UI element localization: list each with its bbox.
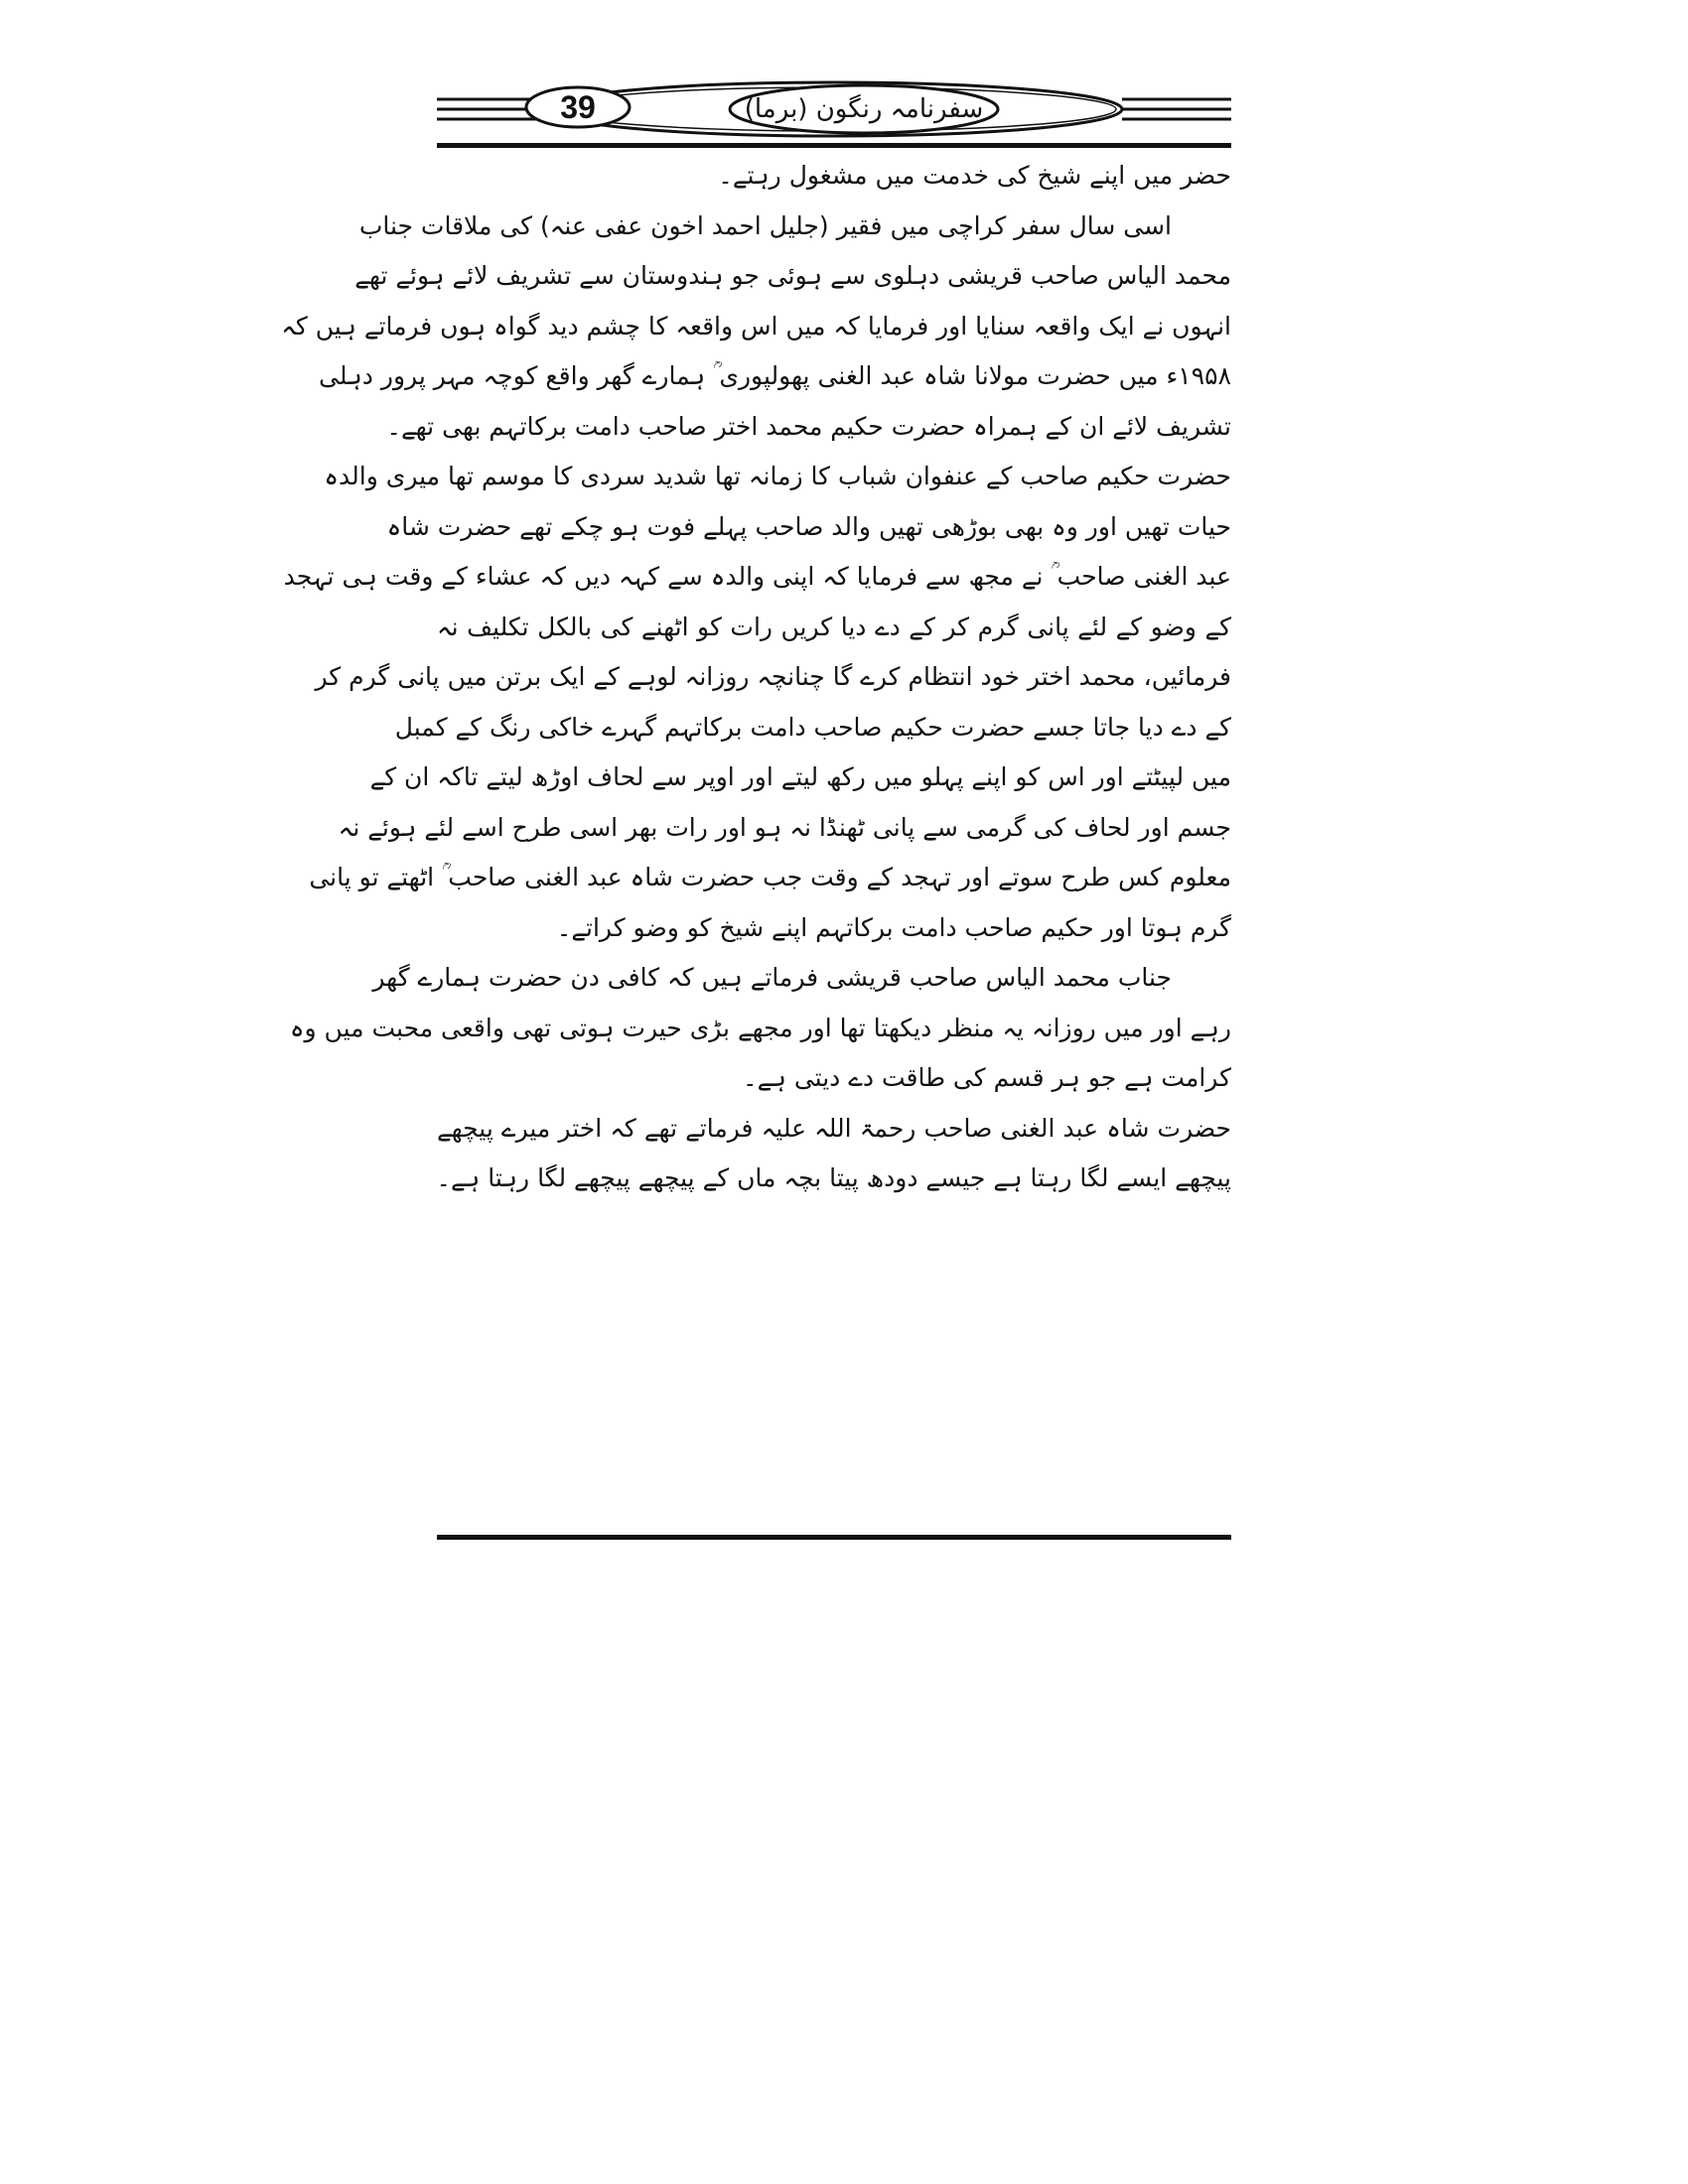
text-line: عبد الغنی صاحب ؒ نے مجھ سے فرمایا کہ اپنی والدہ سے کہہ دیں کہ عشاء کے وقت ہی تہجد [283,562,1231,591]
running-title: سفرنامہ رنگون (برما) [744,94,984,124]
text-line: حیات تھیں اور وہ بھی بوڑھی تھیں والد صاحب پہلے فوت ہو چکے تھے حضرت شاہ [386,511,1231,541]
text-line: ۱۹۵۸ء میں حضرت مولانا شاہ عبد الغنی پھولپوری ؒ ہمارے گھر واقع کوچہ مہر پرور دہلی [319,361,1231,390]
text-line: معلوم کس طرح سوتے اور تہجد کے وقت جب حضرت شاہ عبد الغنی صاحب ؒ اٹھتے تو پانی [309,863,1231,891]
text-line: گرم ہوتا اور حکیم صاحب دامت برکاتہم اپنے شیخ کو وضو کراتے۔ [556,912,1231,942]
text-line: میں لپیٹتے اور اس کو اپنے پہلو میں رکھ لیتے اور اوپر سے لحاف اوڑھ لیتے تاکہ ان کے [369,762,1231,791]
text-line: حضر میں اپنے شیخ کی خدمت میں مشغول رہتے۔ [718,161,1231,190]
page-number: 39 [560,89,596,125]
text-line: رہے اور میں روزانہ یہ منظر دیکھتا تھا اور مجھے بڑی حیرت ہوتی تھی واقعی محبت میں وہ [289,1013,1231,1042]
page-header [437,79,1231,149]
text-line: حضرت حکیم صاحب کے عنفوان شباب کا زمانہ تھا شدید سردی کا موسم تھا میری والدہ [324,462,1231,490]
body-text [281,151,1231,1204]
text-line: کرامت ہے جو ہر قسم کی طاقت دے دیتی ہے۔ [742,1063,1231,1092]
text-line: تشریف لائے ان کے ہمراہ حضرت حکیم محمد اختر صاحب دامت برکاتہم بھی تھے۔ [386,411,1231,441]
text-line: کے وضو کے لئے پانی گرم کر کے دے دیا کریں رات کو اٹھنے کی بالکل تکلیف نہ [437,612,1231,641]
text-line: محمد الیاس صاحب قریشی دہلوی سے ہوئی جو ہندوستان سے تشریف لائے ہوئے تھے [354,261,1231,290]
text-line: جناب محمد الیاس صاحب قریشی فرماتے ہیں کہ کافی دن حضرت ہمارے گھر [372,963,1172,992]
text-line: پیچھے ایسے لگا رہتا ہے جیسے دودھ پیتا بچہ ماں کے پیچھے پیچھے لگا رہتا ہے۔ [436,1163,1231,1192]
text-line: حضرت شاہ عبد الغنی صاحب رحمۃ اللہ علیہ فرماتے تھے کہ اختر میرے پیچھے [437,1113,1231,1143]
text-line: کے دے دیا جاتا جسے حضرت حکیم صاحب دامت برکاتہم گہرے خاکی رنگ کے کمبل [394,712,1231,742]
footer-rule [437,1535,1231,1540]
text-line: انہوں نے ایک واقعہ سنایا اور فرمایا کہ میں اس واقعہ کا چشم دید گواہ ہوں فرماتے ہیں کہ [281,311,1231,341]
header-rule [437,143,1231,148]
text-line: اسی سال سفر کراچی میں فقیر (جلیل احمد اخون عفی عنہ) کی ملاقات جناب [358,210,1172,240]
text-line: فرمائیں، محمد اختر خود انتظام کرے گا چنانچہ روزانہ لوہے کے ایک برتن میں پانی گرم کر [315,662,1231,691]
text-line: جسم اور لحاف کی گرمی سے پانی ٹھنڈا نہ ہو اور رات بھر اسی طرح اسے لئے ہوئے نہ [338,812,1231,842]
